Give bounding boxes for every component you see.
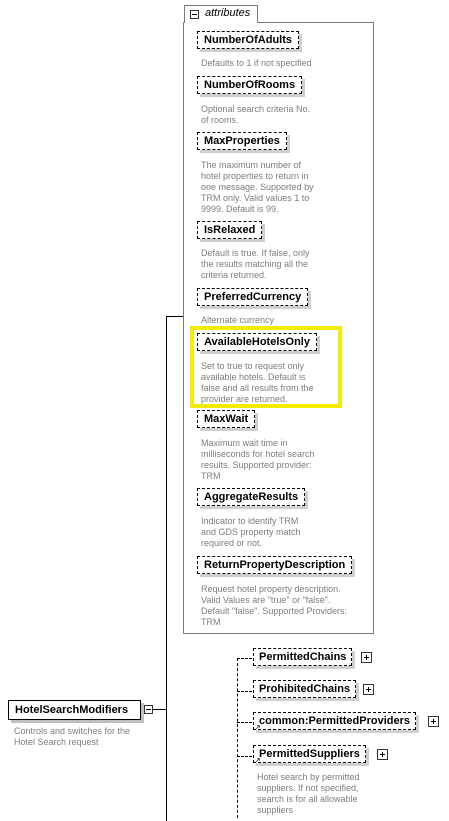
attribute-description: Defaults to 1 if not specified (201, 58, 312, 68)
sequence-connector-1 (237, 691, 252, 692)
child-prohibited-chains[interactable]: ProhibitedChains (253, 680, 356, 698)
attribute-number-of-rooms[interactable]: NumberOfRooms (197, 76, 302, 94)
collapse-root-icon[interactable] (144, 705, 153, 714)
sequence-connector-2 (237, 722, 252, 723)
sequence-connector-vertical (237, 658, 238, 818)
attribute-is-relaxed[interactable]: IsRelaxed (197, 221, 262, 239)
attribute-preferred-currency[interactable]: PreferredCurrency (197, 288, 308, 306)
attribute-max-wait[interactable]: MaxWait (197, 410, 255, 428)
expand-icon[interactable] (363, 684, 374, 695)
main-connector-vertical (166, 316, 167, 821)
attribute-description: Optional search criteria No. of rooms. (201, 104, 311, 125)
attribute-description: Maximum wait time in milliseconds for hotel search results. Supported provider: TRM (201, 438, 315, 481)
attribute-description: Set to true to request only available hotels. Default is false and all results from the provider are returned. (201, 361, 314, 404)
attributes-label: attributes (205, 7, 251, 19)
attribute-description: Indicator to identify TRM and GDS property match required or not. (201, 516, 301, 548)
child-permitted-providers[interactable]: common:PermittedProviders (253, 712, 416, 730)
attribute-description: Default is true. If false, only the results matching all the criteria returned. (201, 248, 310, 280)
attribute-return-property-description[interactable]: ReturnPropertyDescription (197, 556, 352, 574)
sequence-connector-0 (237, 658, 252, 659)
connector-from-root (153, 709, 167, 710)
sequence-connector-3 (237, 756, 252, 757)
connector-to-attributes (166, 316, 184, 317)
attribute-description: The maximum number of hotel properties to return in one message. Supported by TRM only. Valid values 1 to 9999. Default is 99. (201, 160, 314, 214)
root-element-box[interactable] (8, 700, 141, 720)
collapse-icon[interactable] (190, 10, 199, 19)
attribute-description: Request hotel property description. Valid Values are "true" or "false". Default "false". Supported Providers: TRM (201, 584, 347, 627)
attribute-max-properties[interactable]: MaxProperties (197, 132, 287, 150)
reference-arrow-icon: ↗ (254, 723, 261, 732)
expand-icon[interactable] (361, 652, 372, 663)
attributes-tab[interactable] (184, 5, 258, 23)
attribute-description: Alternate currency (201, 315, 275, 325)
reference-arrow-icon: ↗ (254, 756, 261, 765)
child-permitted-chains[interactable]: PermittedChains (253, 648, 352, 666)
child-permitted-suppliers[interactable]: PermittedSuppliers (253, 745, 366, 763)
root-element-label: HotelSearchModifiers (15, 704, 129, 716)
attribute-available-hotels-only[interactable]: AvailableHotelsOnly (197, 333, 317, 351)
attribute-aggregate-results[interactable]: AggregateResults (197, 488, 305, 506)
child-description: Hotel search by permitted suppliers. If not specified, search is for all allowable suppliers (257, 772, 360, 815)
expand-icon[interactable] (377, 749, 388, 760)
expand-icon[interactable] (428, 716, 439, 727)
attribute-number-of-adults[interactable]: NumberOfAdults (197, 31, 299, 49)
root-description: Controls and switches for the Hotel Search request (14, 726, 131, 747)
